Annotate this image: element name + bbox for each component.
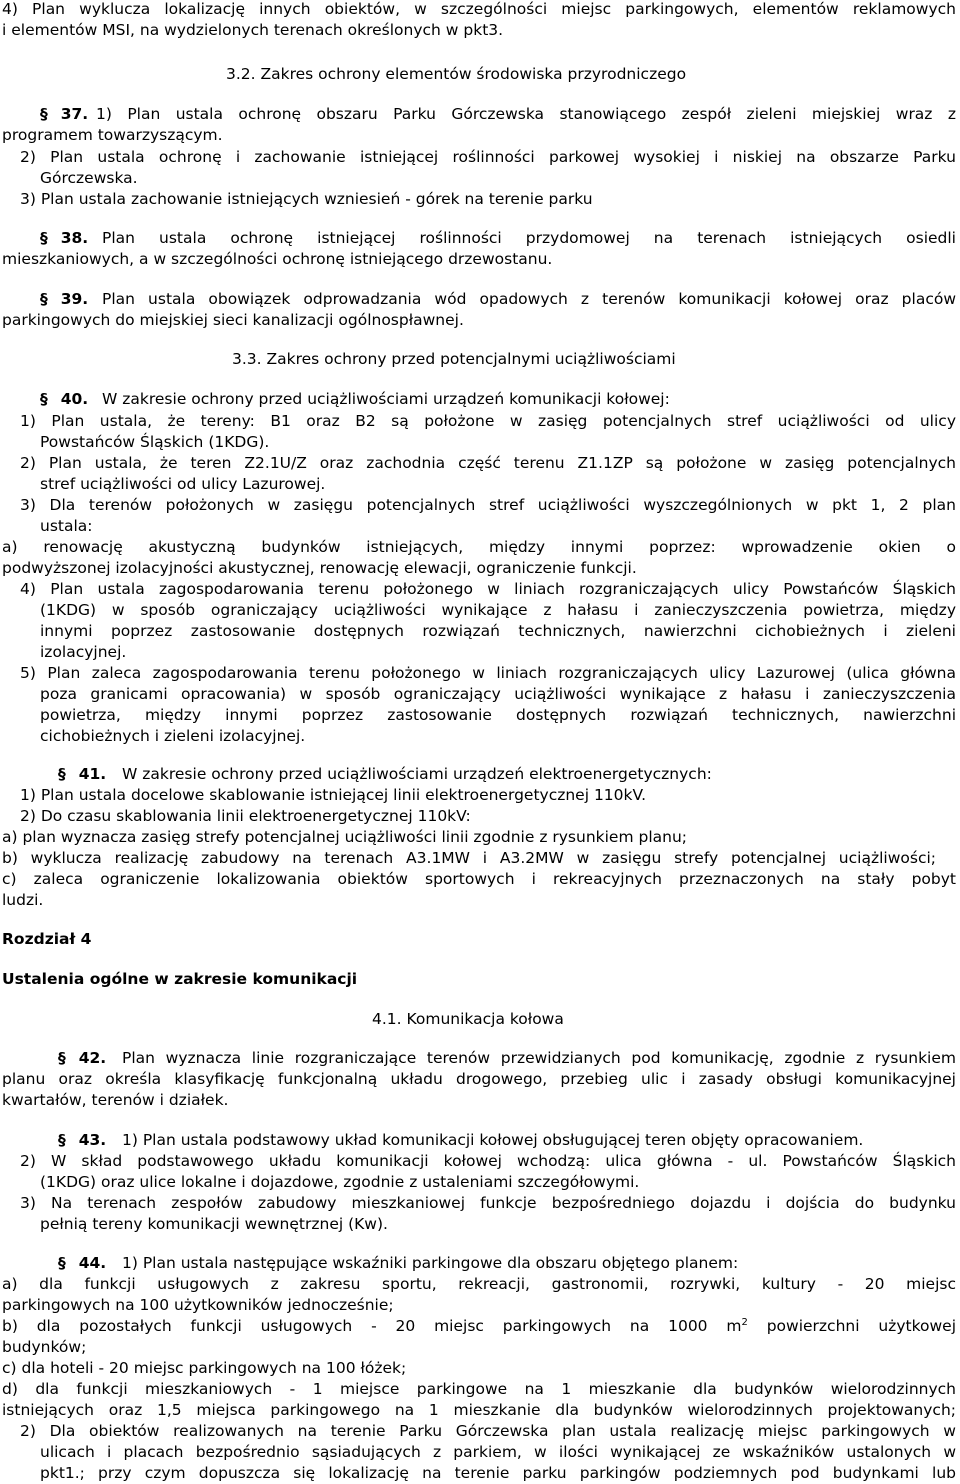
paragraph-line: c) zaleca ograniczenie lokalizowania obiektów sportowych i rekreacyjnych przeznaczonych na stały pobyt [2, 870, 956, 888]
section-heading: 3.2. Zakres ochrony elementów środowiska przyrodniczego [226, 65, 687, 83]
paragraph-line: Plan ustala obowiązek odprowadzania wód opadowych z terenów komunikacji kołowej oraz placów [102, 290, 956, 308]
paragraph-line: a) dla funkcji usługowych z zakresu sportu, rekreacji, gastronomii, rozrywki, kultury - 20 miejsc [2, 1275, 956, 1293]
section-number: 38. [60, 229, 89, 247]
paragraph-line: 5) Plan zaleca zagospodarowania terenu położonego w liniach rozgraniczających ulicy Lazurowej (ulica główna [20, 664, 956, 682]
paragraph-line: kwartałów, terenów i działek. [2, 1091, 229, 1109]
section-heading: 4.1. Komunikacja kołowa [372, 1010, 564, 1028]
paragraph-line: (1KDG) w sposób ograniczający uciążliwości wynikające z hałasu i zanieczyszczenia powietrza, między [40, 601, 956, 619]
paragraph-line: programem towarzyszącym. [2, 126, 223, 144]
section-marker [58, 764, 106, 785]
section-marker [40, 228, 88, 249]
paragraph-line: 4) Plan wyklucza lokalizację innych obiektów, w szczególności miejsc parkingowych, elementów reklamowych [2, 0, 956, 18]
paragraph-line: pełnią tereny komunikacji wewnętrznej (Kw). [40, 1215, 388, 1233]
paragraph-line: budynków; [2, 1338, 87, 1356]
paragraph-line: planu oraz określa klasyfikację funkcjonalną układu drogowego, przebieg ulic i zasady obsługi komunikacyjnej [2, 1070, 956, 1088]
paragraph-line: 1) Plan ustala podstawowy układ komunikacji kołowej obsługującej teren objęty opracowaniem. [122, 1131, 864, 1149]
paragraph-line: mieszkaniowych, a w szczególności ochronę istniejącego drzewostanu. [2, 250, 553, 268]
paragraph-line: pkt1.; przy czym dopuszcza się lokalizację na terenie parku parkingów podziemnych pod budynkami lub [40, 1464, 956, 1482]
paragraph-line [2, 1316, 956, 1337]
paragraph-line: stref uciążliwości od ulicy Lazurowej. [40, 475, 326, 493]
paragraph-line: i elementów MSI, na wydzielonych terenach określonych w pkt3. [2, 21, 504, 39]
paragraph-line: podwyższonej izolacyjności akustycznej, renowację elewacji, ograniczenie funkcji. [2, 559, 637, 577]
section-symbol: § [58, 1254, 66, 1272]
section-marker [40, 104, 88, 125]
text-run: powierzchni użytkowej [747, 1317, 956, 1335]
paragraph-line: 2) W skład podstawowego układu komunikacji kołowej wchodzą: ulica główna - ul. Powstańców Śląskich [20, 1152, 956, 1170]
section-symbol: § [58, 1049, 66, 1067]
paragraph-line: W zakresie ochrony przed uciążliwościami urządzeń komunikacji kołowej: [102, 390, 670, 408]
paragraph-line: innymi poprzez zastosowanie dostępnych rozwiązań technicznych, nawierzchni cichobieżnych i zieleni [40, 622, 956, 640]
paragraph-line: 1) Plan ustala ochronę obszaru Parku Górczewska stanowiącego zespół zieleni miejskiej wraz z [96, 105, 956, 123]
section-number: 41. [78, 765, 107, 783]
text-run: b) dla pozostałych funkcji usługowych - 20 miejsc parkingowych na 1000 m [2, 1317, 742, 1335]
section-heading: 3.3. Zakres ochrony przed potencjalnymi uciążliwościami [232, 350, 676, 368]
paragraph-line: c) dla hoteli - 20 miejsc parkingowych na 100 łóżek; [2, 1359, 407, 1377]
paragraph-line: Plan ustala ochronę istniejącej roślinności przydomowej na terenach istniejących osiedli [102, 229, 956, 247]
paragraph-line: 2) Plan ustala, że teren Z2.1U/Z oraz zachodnia część terenu Z1.1ZP są położone w zasięg potencjalnych [20, 454, 956, 472]
superscript: 2 [741, 1316, 748, 1328]
paragraph-line: a) plan wyznacza zasięg strefy potencjalnej uciążliwości linii zgodnie z rysunkiem planu; [2, 828, 688, 846]
paragraph-line: 1) Plan ustala następujące wskaźniki parkingowe dla obszaru objętego planem: [122, 1254, 739, 1272]
section-symbol: § [40, 229, 48, 247]
paragraph-line: ulicach i placach bezpośrednio sąsiadujących z parkiem, w ilości wynikającej ze wskaźników ustalonych w [40, 1443, 956, 1461]
section-symbol: § [40, 290, 48, 308]
section-symbol: § [58, 765, 66, 783]
paragraph-line: 2) Plan ustala ochronę i zachowanie istniejącej roślinności parkowej wysokiej i niskiej na obszarze Parku [20, 148, 956, 166]
section-symbol: § [40, 390, 48, 408]
paragraph-line: Górczewska. [40, 169, 138, 187]
paragraph-line: 1) Plan ustala, że tereny: B1 oraz B2 są położone w zasięg potencjalnych stref uciążliwości od ulicy [20, 412, 956, 430]
paragraph-line: powietrza, między innymi poprzez zastosowanie dostępnych rozwiązań technicznych, nawierzchni [40, 706, 956, 724]
paragraph-line: 1) Plan ustala docelowe skablowanie istniejącej linii elektroenergetycznej 110kV. [20, 786, 647, 804]
section-marker [58, 1130, 106, 1151]
paragraph-line: 3) Plan ustala zachowanie istniejących wzniesień - górek na terenie parku [20, 190, 593, 208]
paragraph-line: d) dla funkcji mieszkaniowych - 1 miejsce parkingowe na 1 mieszkanie dla budynków wielorodzinnych [2, 1380, 956, 1398]
section-marker [58, 1253, 106, 1274]
paragraph-line: ludzi. [2, 891, 44, 909]
section-number: 39. [60, 290, 89, 308]
section-number: 42. [78, 1049, 107, 1067]
paragraph-line: 2) Dla obiektów realizowanych na terenie Parku Górczewska plan ustala realizację miejsc parkingowych w [20, 1422, 956, 1440]
paragraph-line: poza granicami opracowania) w sposób ograniczający uciążliwości wynikające z hałasu i zanieczyszczenia [40, 685, 956, 703]
section-marker [40, 389, 88, 410]
paragraph-line: (1KDG) oraz ulice lokalne i dojazdowe, zgodnie z ustaleniami szczegółowymi. [40, 1173, 640, 1191]
paragraph-line: izolacyjnej. [40, 643, 127, 661]
paragraph-line: cichobieżnych i zieleni izolacyjnej. [40, 727, 306, 745]
paragraph-line: W zakresie ochrony przed uciążliwościami urządzeń elektroenergetycznych: [122, 765, 712, 783]
section-number: 40. [60, 390, 89, 408]
paragraph-line: 4) Plan ustala zagospodarowania terenu położonego w liniach rozgraniczających ulicy Powstańców Śląskich [20, 580, 956, 598]
section-number: 37. [60, 105, 89, 123]
paragraph-line: b) wyklucza realizację zabudowy na terenach A3.1MW i A3.2MW w zasięgu strefy potencjalnej uciążliwości; [2, 849, 936, 867]
paragraph-line: a) renowację akustyczną budynków istniejących, między innymi poprzez: wprowadzenie okien o [2, 538, 956, 556]
paragraph-line: Plan wyznacza linie rozgraniczające terenów przewidzianych pod komunikację, zgodnie z rysunkiem [122, 1049, 956, 1067]
chapter-title: Ustalenia ogólne w zakresie komunikacji [2, 970, 358, 988]
section-marker [58, 1048, 106, 1069]
chapter-label: Rozdział 4 [2, 930, 92, 948]
paragraph-line: Powstańców Śląskich (1KDG). [40, 433, 270, 451]
paragraph-line: 2) Do czasu skablowania linii elektroenergetycznej 110kV: [20, 807, 471, 825]
section-marker [40, 289, 88, 310]
paragraph-line: parkingowych do miejskiej sieci kanalizacji ogólnospławnej. [2, 311, 464, 329]
paragraph-line: parkingowych na 100 użytkowników jednocześnie; [2, 1296, 394, 1314]
paragraph-line: istniejących oraz 1,5 miejsca parkingowego na 1 mieszkanie dla budynków wielorodzinnych projektowanych; [2, 1401, 956, 1419]
section-symbol: § [58, 1131, 66, 1149]
paragraph-line: ustala: [40, 517, 93, 535]
section-number: 43. [78, 1131, 107, 1149]
section-number: 44. [78, 1254, 107, 1272]
paragraph-line: 3) Na terenach zespołów zabudowy mieszkaniowej funkcje bezpośredniego dojazdu i dojścia do budynku [20, 1194, 956, 1212]
paragraph-line: 3) Dla terenów położonych w zasięgu potencjalnych stref uciążliwości wyszczególnionych w pkt 1, 2 plan [20, 496, 956, 514]
section-symbol: § [40, 105, 48, 123]
